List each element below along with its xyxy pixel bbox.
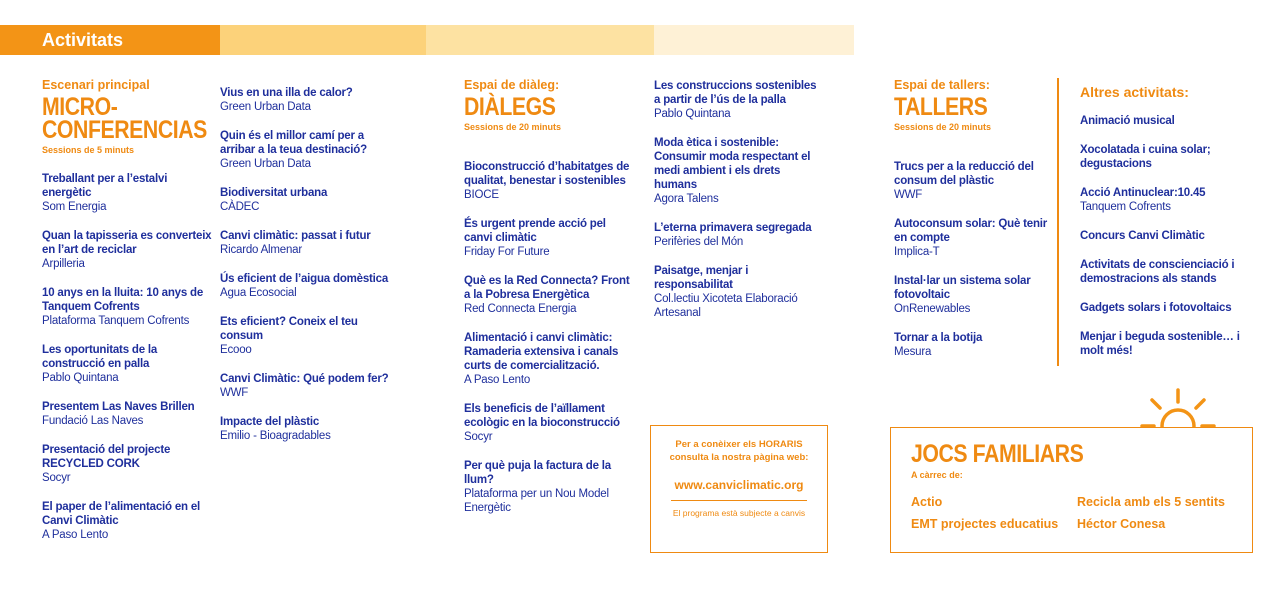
website-link[interactable]: www.canviclimatic.org xyxy=(674,478,804,492)
item-title: Què es la Red Connecta? Front a la Pobresa Energètica xyxy=(464,275,630,301)
list-item xyxy=(464,331,634,387)
session-list xyxy=(654,79,824,320)
organizer-item: Recicla amb els 5 sentits xyxy=(1077,495,1225,509)
item-speaker: Arpilleria xyxy=(42,258,85,270)
list-item xyxy=(464,402,634,444)
jocs-familiars-box xyxy=(890,427,1253,553)
list-item xyxy=(894,217,1054,259)
list-item xyxy=(464,274,634,316)
section-tallers xyxy=(894,78,1054,359)
list-item xyxy=(1080,143,1250,171)
item-speaker: Ricardo Almenar xyxy=(220,244,303,256)
item-title: Moda ètica i sostenible: Consumir moda respectant el medi ambient i els drets humans xyxy=(654,137,811,191)
item-title: Concurs Canvi Climàtic xyxy=(1080,230,1205,242)
item-speaker: Pablo Quintana xyxy=(42,372,119,384)
list-item xyxy=(464,217,634,259)
divider xyxy=(671,500,807,501)
section-subtitle: Sessions de 5 minuts xyxy=(42,145,135,155)
item-speaker: BIOCE xyxy=(464,189,499,201)
item-title: Vius en una illa de calor? xyxy=(220,87,353,99)
list-item xyxy=(220,372,390,400)
list-item xyxy=(654,264,824,320)
item-title: Presentació del projecte RECYCLED CORK xyxy=(42,444,171,470)
item-title: Autoconsum solar: Què tenir en compte xyxy=(894,218,1048,244)
list-item xyxy=(654,79,824,121)
list-item xyxy=(220,415,390,443)
section-label: Espai de tallers: xyxy=(894,78,990,92)
item-title: Xocolatada i cuina solar; degustacions xyxy=(1080,144,1211,170)
item-title: Trucs per a la reducció del consum del plàstic xyxy=(894,161,1034,187)
item-title: Presentem Las Naves Brillen xyxy=(42,401,195,413)
section-title: TALLERS xyxy=(894,93,988,121)
list-item xyxy=(654,221,824,249)
organizer-item: EMT projectes educatius xyxy=(911,517,1059,531)
item-speaker: Red Connecta Energia xyxy=(464,303,577,315)
section-title: DIÀLEGS xyxy=(464,93,556,121)
item-title: Les construccions sostenibles a partir de l’ús de la palla xyxy=(654,80,817,106)
section-label: Altres activitats: xyxy=(1080,84,1189,100)
section-dialegs-cont xyxy=(654,79,824,320)
list-item xyxy=(1080,258,1250,286)
section-title: JOCS FAMILIARS xyxy=(911,440,1084,468)
section-subtitle: Sessions de 20 minuts xyxy=(894,122,992,132)
item-title: Animació musical xyxy=(1080,115,1175,127)
item-title: L’eterna primavera segregada xyxy=(654,222,812,234)
list-item xyxy=(220,86,390,114)
item-title: Biodiversitat urbana xyxy=(220,187,328,199)
section-label: Espai de diàleg: xyxy=(464,78,560,92)
item-speaker: Mesura xyxy=(894,346,932,358)
item-title: Gadgets solars i fotovoltaics xyxy=(1080,302,1232,314)
list-item xyxy=(220,186,390,214)
list-item xyxy=(42,343,212,385)
list-item xyxy=(894,160,1054,202)
schedule-info-box xyxy=(650,425,828,553)
item-speaker: Green Urban Data xyxy=(220,158,311,170)
divider-vertical xyxy=(1057,78,1059,366)
section-label: Escenari principal xyxy=(42,78,150,92)
list-item xyxy=(42,400,212,428)
item-title: Acció Antinuclear:10.45 xyxy=(1080,187,1206,199)
item-title: Ús eficient de l’aigua domèstica xyxy=(220,273,389,285)
list-item xyxy=(464,459,634,515)
section-title-line1: MICRO- xyxy=(42,93,118,121)
item-title: Instal·lar un sistema solar fotovoltaic xyxy=(894,275,1031,301)
header-band-2 xyxy=(220,25,426,55)
item-speaker: Ecooo xyxy=(220,344,252,356)
item-title: És urgent prende acció pel canvi climàtic xyxy=(464,218,606,244)
section-dialegs xyxy=(464,78,634,515)
item-speaker: Agora Talens xyxy=(654,193,719,205)
item-title: Activitats de conscienciació i demostracions als stands xyxy=(1080,259,1235,285)
info-line2: consulta la nostra pàgina web: xyxy=(669,452,809,463)
item-title: Impacte del plàstic xyxy=(220,416,320,428)
item-speaker: Friday For Future xyxy=(464,246,550,258)
item-speaker: Plataforma Tanquem Cofrents xyxy=(42,315,190,327)
item-speaker: WWF xyxy=(220,387,249,399)
item-speaker: Agua Ecosocial xyxy=(220,287,297,299)
item-speaker: Col.lectiu Xicoteta Elaboració Artesanal xyxy=(654,293,798,319)
session-list xyxy=(464,160,634,515)
item-speaker: A Paso Lento xyxy=(464,374,531,386)
item-speaker: Perifèries del Món xyxy=(654,236,744,248)
header-band-3 xyxy=(426,25,654,55)
item-title: Canvi Climàtic: Qué podem fer? xyxy=(220,373,389,385)
list-item xyxy=(42,286,212,328)
session-list xyxy=(894,160,1054,359)
list-item xyxy=(654,136,824,206)
item-title: Quin és el millor camí per a arribar a la teua destinació? xyxy=(220,130,367,156)
item-speaker: Socyr xyxy=(42,472,71,484)
list-item xyxy=(1080,229,1250,243)
item-speaker: Socyr xyxy=(464,431,493,443)
section-subtitle: A càrrec de: xyxy=(911,470,963,480)
item-speaker: Som Energia xyxy=(42,201,107,213)
list-item xyxy=(894,331,1054,359)
section-micro-conferencias xyxy=(42,78,212,542)
list-item xyxy=(1080,330,1250,358)
item-title: El paper de l’alimentació en el Canvi Climàtic xyxy=(42,501,201,527)
activity-list xyxy=(1080,114,1250,358)
list-item xyxy=(1080,186,1250,214)
item-title: Bioconstrucció d’habitatges de qualitat, benestar i sostenibles xyxy=(464,161,630,187)
item-title: Ets eficient? Coneix el teu consum xyxy=(220,316,358,342)
info-note: El programa està subjecte a canvis xyxy=(672,508,806,518)
item-speaker: Emilio - Bioagradables xyxy=(220,430,331,442)
item-title: Les oportunitats de la construcció en palla xyxy=(42,344,158,370)
section-subtitle: Sessions de 20 minuts xyxy=(464,122,562,132)
list-item xyxy=(1080,114,1250,128)
session-list xyxy=(42,172,212,542)
item-speaker: CÀDEC xyxy=(220,201,260,213)
session-list xyxy=(220,86,390,443)
list-item xyxy=(220,129,390,171)
list-item xyxy=(42,443,212,485)
list-item xyxy=(42,172,212,214)
item-title: Quan la tapisseria es converteix en l’art de reciclar xyxy=(42,230,212,256)
list-item xyxy=(464,160,634,202)
section-altres-activitats xyxy=(1080,84,1250,358)
item-title: Alimentació i canvi climàtic: Ramaderia extensiva i canals curts de comercialització. xyxy=(464,332,619,372)
item-title: Paisatge, menjar i responsabilitat xyxy=(654,265,749,291)
item-speaker: A Paso Lento xyxy=(42,529,109,541)
item-speaker: WWF xyxy=(894,189,923,201)
item-title: Tornar a la botija xyxy=(894,332,983,344)
list-item xyxy=(1080,301,1250,315)
item-speaker: OnRenewables xyxy=(894,303,971,315)
organizer-item: Héctor Conesa xyxy=(1077,517,1166,531)
info-line1: Per a conèixer els HORARIS xyxy=(675,439,803,450)
item-speaker: Implica-T xyxy=(894,246,940,258)
item-speaker: Plataforma per un Nou Model Energètic xyxy=(464,488,609,514)
list-item xyxy=(42,500,212,542)
item-speaker: Pablo Quintana xyxy=(654,108,731,120)
item-title: Canvi climàtic: passat i futur xyxy=(220,230,371,242)
organizer-item: Actio xyxy=(911,495,943,509)
list-item xyxy=(220,272,390,300)
section-title-line2: CONFERENCIAS xyxy=(42,116,207,144)
item-speaker: Green Urban Data xyxy=(220,101,311,113)
item-speaker: Tanquem Cofrents xyxy=(1080,201,1171,213)
item-title: Per què puja la factura de la llum? xyxy=(464,460,611,486)
list-item xyxy=(42,229,212,271)
item-title: Treballant per a l’estalvi energètic xyxy=(42,173,168,199)
item-title: Menjar i beguda sostenible… i molt més! xyxy=(1080,331,1240,357)
page-title: Activitats xyxy=(42,30,124,50)
list-item xyxy=(220,229,390,257)
item-speaker: Fundació Las Naves xyxy=(42,415,144,427)
list-item xyxy=(220,315,390,357)
section-micro-conferencias-cont xyxy=(220,86,390,443)
item-title: Els beneficis de l’aïllament ecològic en la bioconstrucció xyxy=(464,403,620,429)
header-band-4 xyxy=(654,25,854,55)
list-item xyxy=(894,274,1054,316)
item-title: 10 anys en la lluita: 10 anys de Tanquem Cofrents xyxy=(42,287,204,313)
